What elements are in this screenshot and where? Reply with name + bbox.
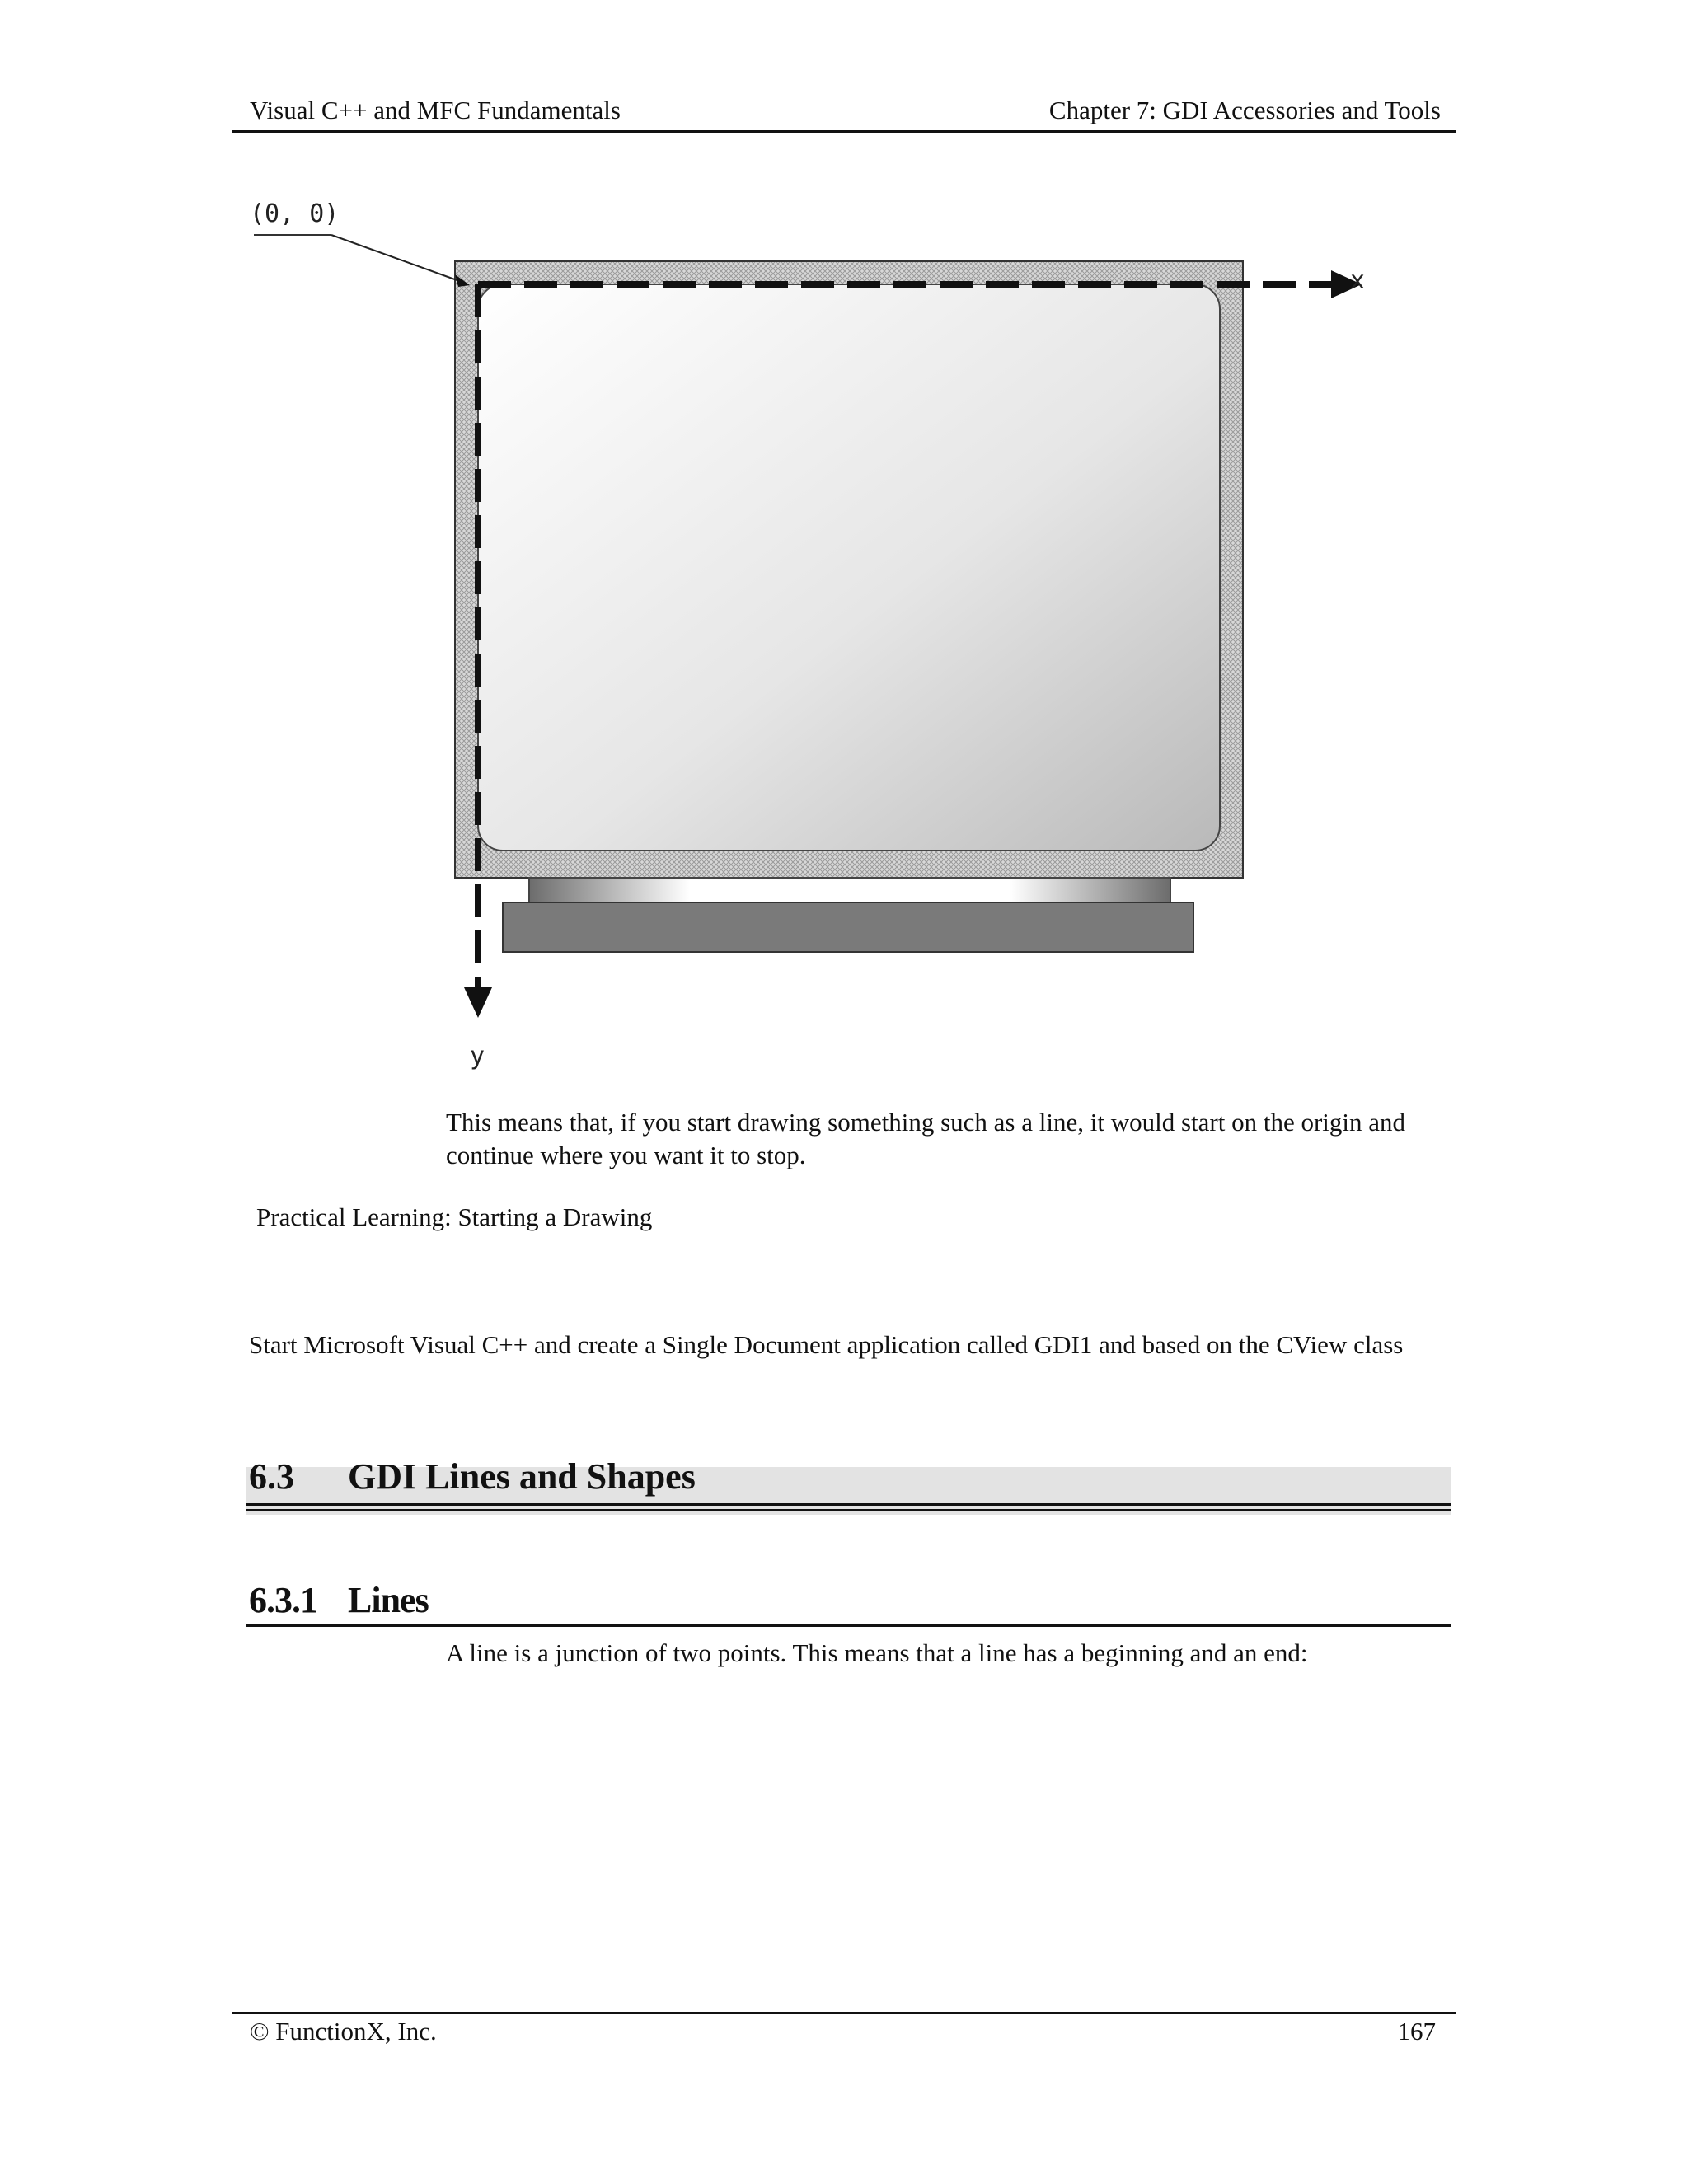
subsection-number: 6.3.1 [249, 1580, 317, 1620]
footer-page-number: 167 [1397, 2017, 1436, 2046]
lines-intro-paragraph: A line is a junction of two points. This means that a line has a beginning and an end: [446, 1638, 1308, 1667]
subsection-title: Lines [348, 1580, 429, 1620]
section-title: GDI Lines and Shapes [348, 1456, 696, 1497]
footer-copyright: © FunctionX, Inc. [250, 2017, 437, 2046]
monitor-screen [478, 284, 1220, 851]
coordinate-figure [239, 190, 1409, 1096]
header-right: Chapter 7: GDI Accessories and Tools [1048, 96, 1441, 124]
start-step-paragraph: Start Microsoft Visual C++ and create a Single Document application called GDI1 and based on the CView class [249, 1330, 1404, 1359]
section-rule-top [246, 1503, 1451, 1506]
origin-note-paragraph: This means that, if you start drawing something such as a line, it would start on the origin and continue where you want it to stop. [446, 1108, 1406, 1169]
header-left: Visual C++ and MFC Fundamentals [250, 96, 621, 124]
section-rule-bottom [246, 1509, 1451, 1511]
origin-label: (0, 0) [250, 199, 340, 228]
monitor-diagram [239, 190, 1409, 1096]
y-axis-label: y [470, 1042, 485, 1071]
section-number: 6.3 [249, 1456, 294, 1497]
y-axis-arrowhead [464, 987, 492, 1018]
practical-learning-heading: Practical Learning: Starting a Drawing [256, 1202, 653, 1231]
monitor-stand-base [503, 902, 1193, 952]
header-rule [232, 130, 1456, 133]
footer-rule [232, 2012, 1456, 2014]
origin-leader-line [331, 235, 462, 282]
monitor-stand-neck [529, 878, 1170, 902]
subsection-rule [246, 1624, 1451, 1627]
x-axis-label: x [1350, 266, 1366, 295]
